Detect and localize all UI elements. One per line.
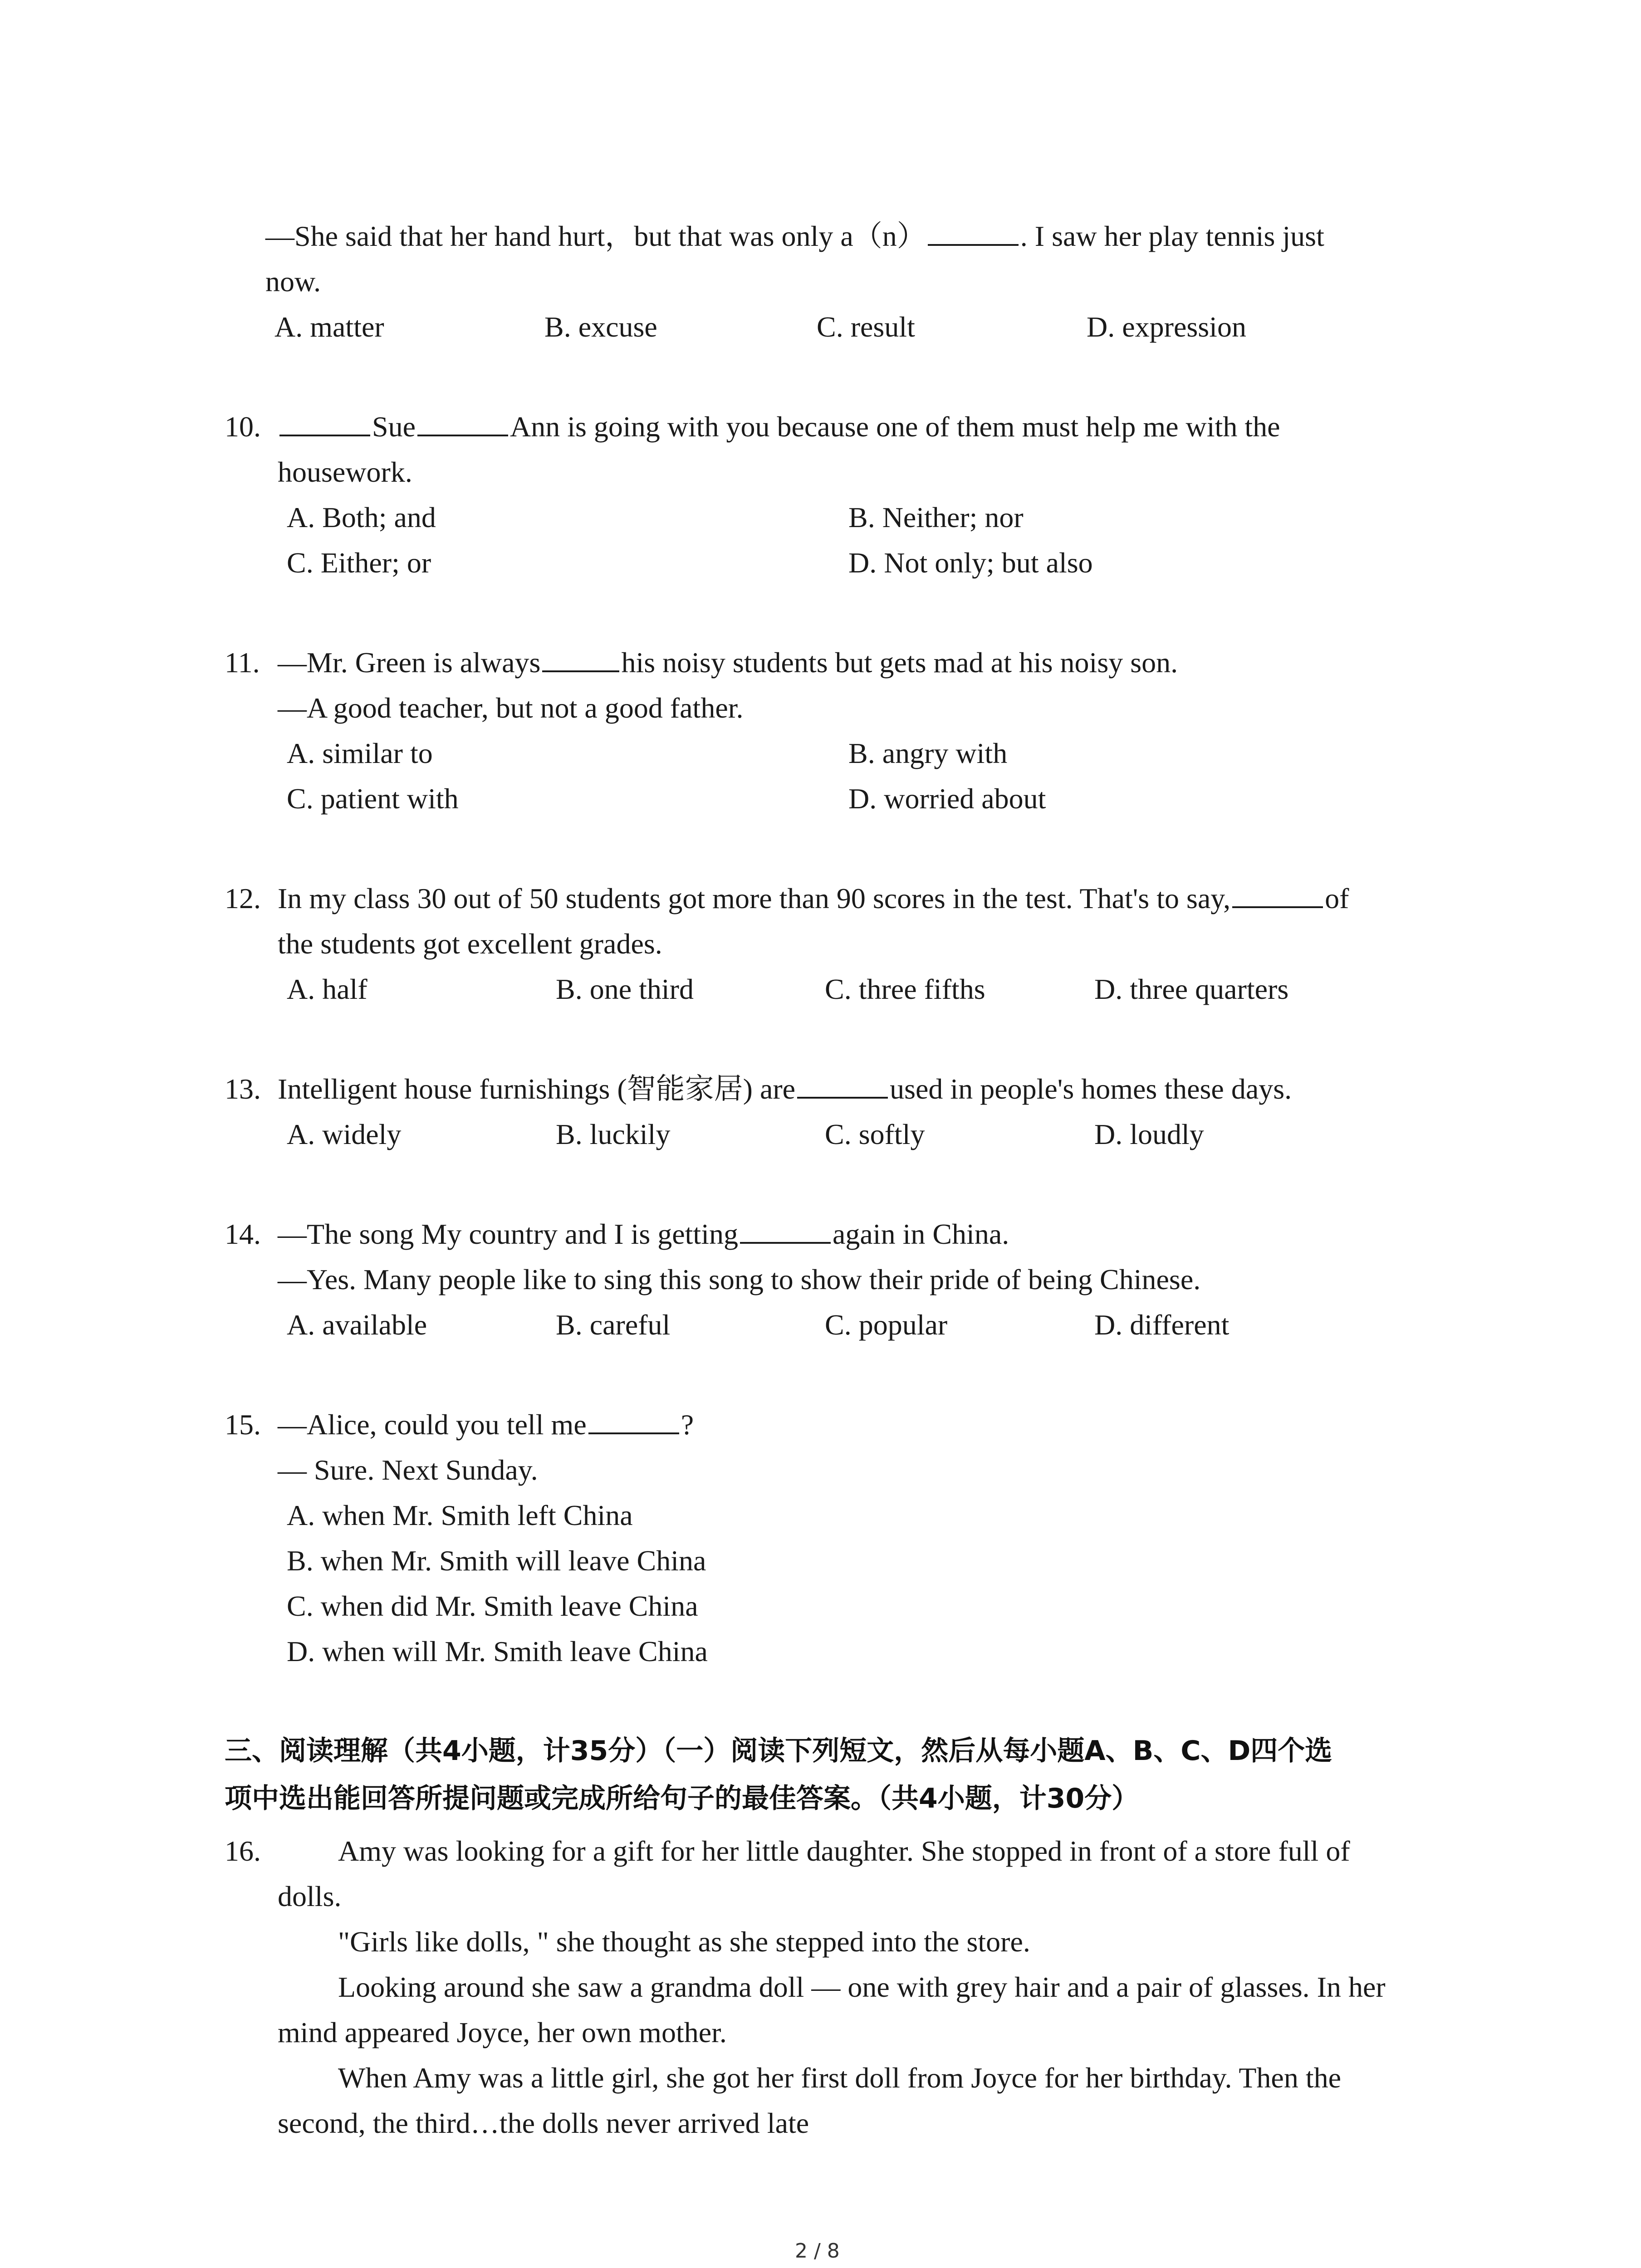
q11-line1-part-b: his noisy students but gets mad at his noisy son. <box>621 646 1178 679</box>
q11-line1 <box>278 640 1178 685</box>
q10-option-d: D. Not only; but also <box>848 547 1093 579</box>
q9-option-d: D. expression <box>1087 311 1246 343</box>
passage-paragraph-1: Amy was looking for a gift for her little daughter. She stopped in front of a store full of <box>338 1835 1350 1867</box>
answer-blank <box>928 217 1019 246</box>
q14-option-c: C. popular <box>825 1309 948 1341</box>
q15-line1-part-a: —Alice, could you tell me <box>278 1408 587 1441</box>
q12-number: 12. <box>225 882 261 914</box>
q15-option-c: C. when did Mr. Smith leave China <box>287 1590 698 1622</box>
q9-stem-part-b: . I saw her play tennis just <box>1020 220 1324 252</box>
q12-stem-part-b: of <box>1325 882 1349 914</box>
answer-blank <box>740 1215 831 1244</box>
answer-blank <box>588 1405 679 1434</box>
q11-option-c: C. patient with <box>287 782 459 815</box>
q14-option-a: A. available <box>287 1309 427 1341</box>
q13-option-c: C. softly <box>825 1118 925 1150</box>
q12-option-b: B. one third <box>556 973 694 1005</box>
q15-number: 15. <box>225 1408 261 1441</box>
q13-stem-part-a: Intelligent house furnishings (智能家居) are <box>278 1073 796 1105</box>
section-heading-line2: 项中选出能回答所提问题或完成所给句子的最佳答案。（共4小题，计30分） <box>225 1783 1139 1814</box>
q15-line1-part-b: ? <box>681 1408 694 1441</box>
q15-option-a: A. when Mr. Smith left China <box>287 1499 633 1531</box>
q16-number: 16. <box>225 1835 261 1867</box>
answer-blank <box>1232 879 1323 908</box>
q15-option-d: D. when will Mr. Smith leave China <box>287 1635 708 1667</box>
q11-option-a: A. similar to <box>287 737 433 769</box>
q13-option-d: D. loudly <box>1094 1118 1204 1150</box>
q10-option-b: B. Neither; nor <box>848 501 1024 533</box>
q10-option-c: C. Either; or <box>287 547 431 579</box>
q14-line2: —Yes. Many people like to sing this song to show their pride of being Chinese. <box>278 1263 1201 1295</box>
answer-blank <box>797 1070 888 1099</box>
q9-stem-part-a: —She said that her hand hurt，but that was only a（n） <box>265 220 926 252</box>
q10-stem-part-a: Sue <box>372 411 416 443</box>
q9-stem-continued: now. <box>265 265 321 298</box>
q14-option-d: D. different <box>1094 1309 1230 1341</box>
q15-line1 <box>278 1402 694 1447</box>
q10-stem-part-b: Ann is going with you because one of them must help me with the <box>510 411 1280 443</box>
passage-paragraph-1-continued: dolls. <box>278 1880 342 1912</box>
passage-paragraph-3-continued: mind appeared Joyce, her own mother. <box>278 2016 727 2048</box>
answer-blank <box>417 407 508 436</box>
q14-option-b: B. careful <box>556 1309 671 1341</box>
q10-number: 10. <box>225 411 261 443</box>
passage-paragraph-3: Looking around she saw a grandma doll — one with grey hair and a pair of glasses. In her <box>338 1971 1386 2003</box>
q13-number: 13. <box>225 1073 261 1105</box>
section-heading-line1: 三、阅读理解（共4小题，计35分）（一）阅读下列短文，然后从每小题A、B、C、D四个选 <box>225 1735 1332 1767</box>
answer-blank <box>279 407 370 436</box>
q11-option-d: D. worried about <box>848 782 1046 815</box>
q13-option-a: A. widely <box>287 1118 402 1150</box>
q13-stem-part-b: used in people's homes these days. <box>890 1073 1292 1105</box>
q13-stem-line <box>278 1066 1292 1112</box>
q14-number: 14. <box>225 1218 261 1250</box>
q10-stem-line <box>278 404 1280 450</box>
q12-stem-continued: the students got excellent grades. <box>278 928 662 960</box>
q9-option-a: A. matter <box>274 311 384 343</box>
q9-option-b: B. excuse <box>544 311 657 343</box>
q11-line1-part-a: —Mr. Green is always <box>278 646 541 679</box>
passage-paragraph-4: When Amy was a little girl, she got her first doll from Joyce for her birthday. Then the <box>338 2062 1341 2094</box>
passage-paragraph-4-continued: second, the third…the dolls never arrived late <box>278 2107 809 2139</box>
q10-option-a: A. Both; and <box>287 501 436 533</box>
q15-line2: — Sure. Next Sunday. <box>278 1454 538 1486</box>
q13-option-b: B. luckily <box>556 1118 671 1150</box>
q12-option-a: A. half <box>287 973 367 1005</box>
q12-option-c: C. three fifths <box>825 973 985 1005</box>
passage-paragraph-2: "Girls like dolls, " she thought as she stepped into the store. <box>338 1926 1030 1958</box>
q11-option-b: B. angry with <box>848 737 1008 769</box>
q12-option-d: D. three quarters <box>1094 973 1289 1005</box>
q14-line1-part-a: —The song My country and I is getting <box>278 1218 738 1250</box>
q9-option-c: C. result <box>817 311 915 343</box>
q15-option-b: B. when Mr. Smith will leave China <box>287 1545 706 1577</box>
q14-line1-part-b: again in China. <box>832 1218 1009 1250</box>
q10-stem-continued: housework. <box>278 456 412 488</box>
answer-blank <box>542 643 619 672</box>
q9-stem-line <box>265 213 1324 259</box>
page-number: 2 / 8 <box>795 2239 840 2263</box>
q11-number: 11. <box>225 646 260 679</box>
q12-stem-part-a: In my class 30 out of 50 students got more than 90 scores in the test. That's to say, <box>278 882 1231 914</box>
q11-line2: —A good teacher, but not a good father. <box>278 692 744 724</box>
q12-stem-line <box>278 875 1349 921</box>
q14-line1 <box>278 1211 1009 1257</box>
